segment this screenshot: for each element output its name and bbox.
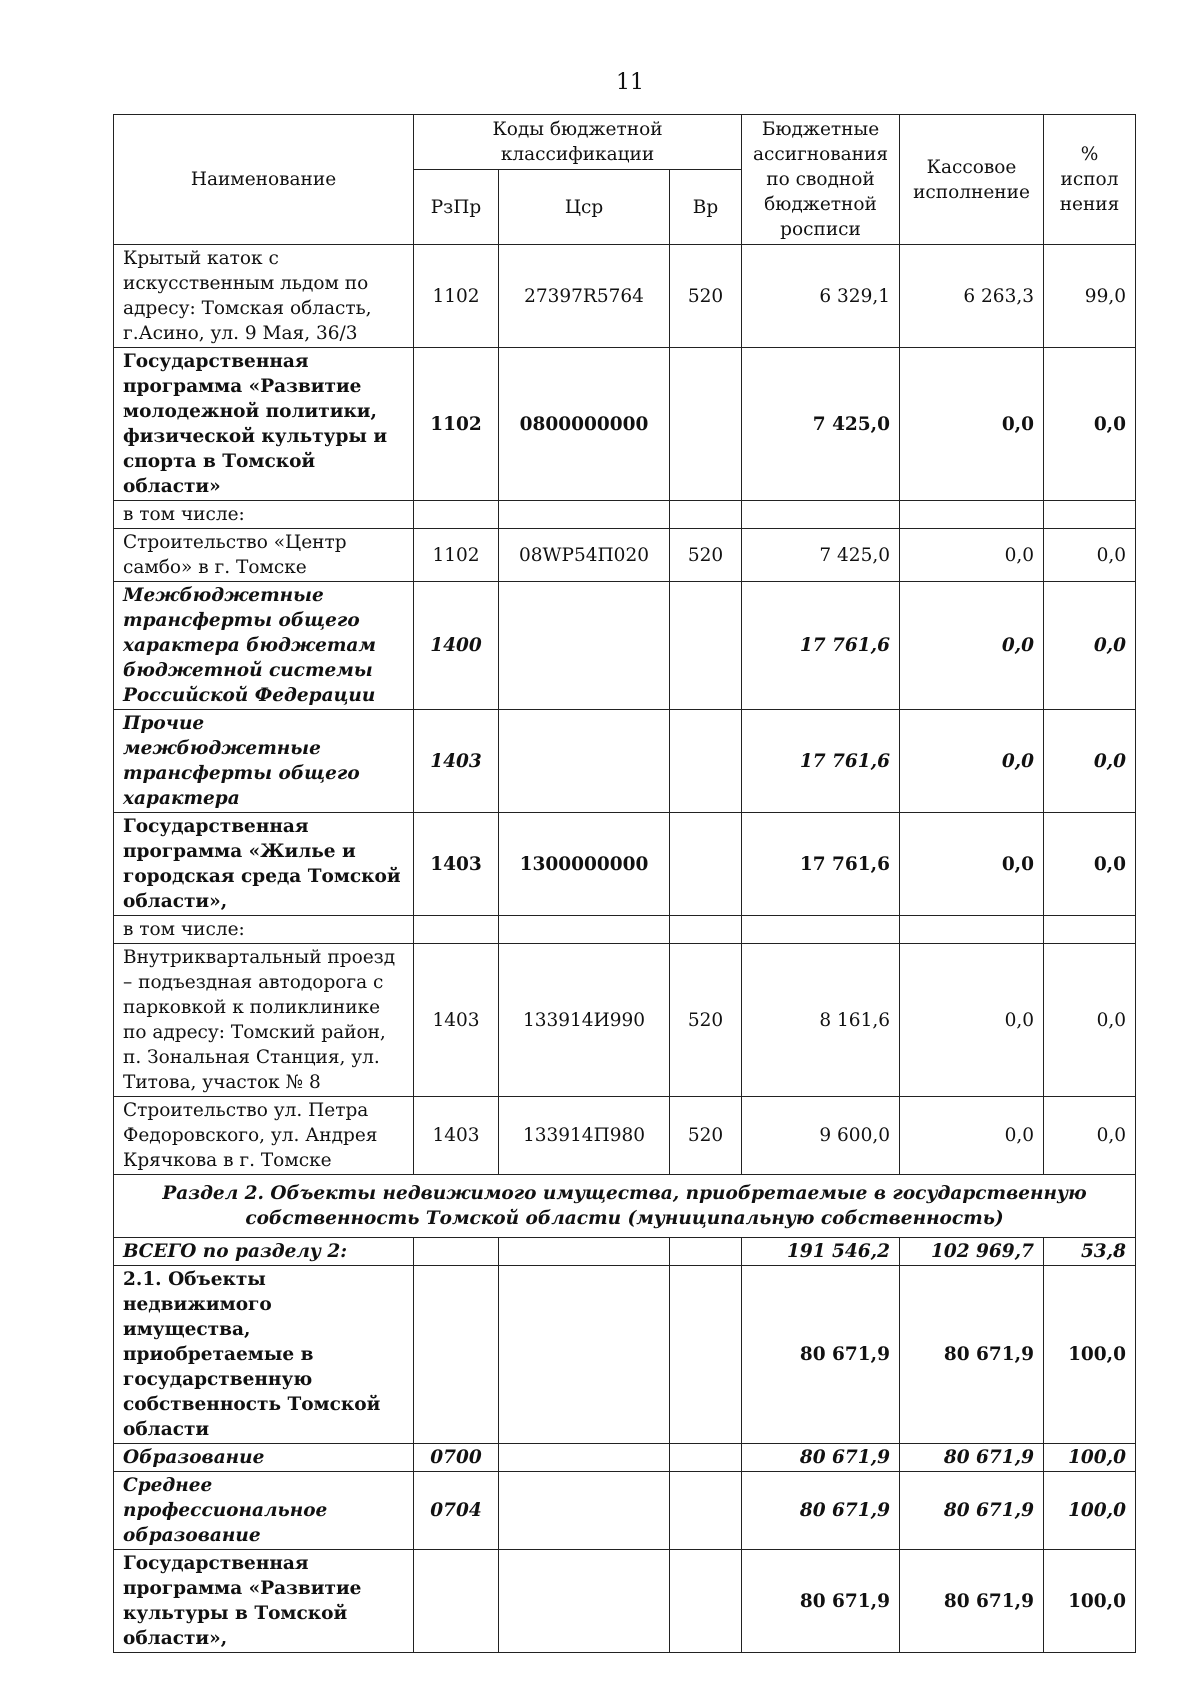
- row-pct: 100,0: [1044, 1550, 1136, 1653]
- row-pct: [1044, 501, 1136, 529]
- row-name: Строительство ул. Петра Федоровского, ул. Андрея Крячкова в г. Томске: [114, 1097, 414, 1175]
- row-rzpr: 1403: [414, 1097, 499, 1175]
- row-csr: [499, 501, 670, 529]
- row-exec: 80 671,9: [900, 1472, 1044, 1550]
- row-alloc: 80 671,9: [742, 1266, 900, 1444]
- row-csr: [499, 1472, 670, 1550]
- row-name: Строительство «Центр самбо» в г. Томске: [114, 529, 414, 582]
- row-rzpr: 1102: [414, 529, 499, 582]
- row-vr: [670, 582, 742, 710]
- table-row: [114, 245, 1136, 348]
- row-csr: 133914И990: [499, 944, 670, 1097]
- row-vr: 520: [670, 245, 742, 348]
- row-name: Среднее профессиональное образование: [114, 1472, 414, 1550]
- row-pct: 0,0: [1044, 582, 1136, 710]
- table-row: [114, 582, 1136, 710]
- header-percent: % испол нения: [1044, 115, 1136, 245]
- row-exec: 0,0: [900, 582, 1044, 710]
- row-vr: 520: [670, 1097, 742, 1175]
- row-vr: [670, 1266, 742, 1444]
- row-rzpr: 1403: [414, 944, 499, 1097]
- row-alloc: 17 761,6: [742, 710, 900, 813]
- row-name: Государственная программа «Жилье и городская среда Томской области»,: [114, 813, 414, 916]
- row-csr: [499, 582, 670, 710]
- row-pct: 53,8: [1044, 1238, 1136, 1266]
- header-row-1: [114, 115, 1136, 170]
- row-vr: 520: [670, 529, 742, 582]
- row-exec: 0,0: [900, 813, 1044, 916]
- row-csr: 133914П980: [499, 1097, 670, 1175]
- row-pct: 100,0: [1044, 1266, 1136, 1444]
- row-vr: [670, 348, 742, 501]
- row-vr: [670, 916, 742, 944]
- row-exec: 6 263,3: [900, 245, 1044, 348]
- row-rzpr: 1403: [414, 813, 499, 916]
- row-rzpr: 1102: [414, 245, 499, 348]
- table-row: [114, 348, 1136, 501]
- row-exec: 80 671,9: [900, 1266, 1044, 1444]
- row-exec: [900, 501, 1044, 529]
- row-rzpr: 0700: [414, 1444, 499, 1472]
- row-vr: [670, 1472, 742, 1550]
- section-heading-row: [114, 1175, 1136, 1238]
- row-name: 2.1. Объекты недвижимого имущества, приобретаемые в государственную собственность Томской области: [114, 1266, 414, 1444]
- row-rzpr: [414, 1266, 499, 1444]
- table-row: [114, 813, 1136, 916]
- row-pct: 99,0: [1044, 245, 1136, 348]
- header-allocations: Бюджетные ассигнования по сводной бюджетной росписи: [742, 115, 900, 245]
- table-row: [114, 1444, 1136, 1472]
- row-csr: [499, 710, 670, 813]
- row-alloc: 7 425,0: [742, 529, 900, 582]
- row-rzpr: [414, 1238, 499, 1266]
- row-exec: 80 671,9: [900, 1550, 1044, 1653]
- header-codes: Коды бюджетной классификации: [414, 115, 742, 170]
- row-name: Внутриквартальный проезд – подъездная автодорога с парковкой к поликлинике по адресу: Томский район, п. Зональная Станция, ул. Титова, участок № 8: [114, 944, 414, 1097]
- row-rzpr: [414, 916, 499, 944]
- table-row: [114, 944, 1136, 1097]
- row-vr: [670, 1238, 742, 1266]
- row-vr: [670, 1444, 742, 1472]
- table-row: [114, 1266, 1136, 1444]
- row-alloc: [742, 916, 900, 944]
- row-name: Образование: [114, 1444, 414, 1472]
- row-pct: [1044, 916, 1136, 944]
- row-name: в том числе:: [114, 501, 414, 529]
- header-csr: Цср: [499, 170, 670, 245]
- row-csr: 0800000000: [499, 348, 670, 501]
- table-row: [114, 710, 1136, 813]
- row-pct: 0,0: [1044, 813, 1136, 916]
- row-alloc: [742, 501, 900, 529]
- row-alloc: 80 671,9: [742, 1472, 900, 1550]
- row-name: Государственная программа «Развитие культуры в Томской области»,: [114, 1550, 414, 1653]
- row-csr: [499, 1238, 670, 1266]
- row-name: ВСЕГО по разделу 2:: [114, 1238, 414, 1266]
- row-exec: 80 671,9: [900, 1444, 1044, 1472]
- row-alloc: 7 425,0: [742, 348, 900, 501]
- row-exec: [900, 916, 1044, 944]
- row-vr: [670, 1550, 742, 1653]
- row-rzpr: 1403: [414, 710, 499, 813]
- row-name: Межбюджетные трансферты общего характера бюджетам бюджетной системы Российской Федерации: [114, 582, 414, 710]
- row-csr: 08WP54П020: [499, 529, 670, 582]
- row-pct: 100,0: [1044, 1472, 1136, 1550]
- section-2-heading: Раздел 2. Объекты недвижимого имущества, приобретаемые в государственную собственность Томской области (муниципальную собственность): [114, 1175, 1136, 1238]
- row-rzpr: [414, 1550, 499, 1653]
- row-alloc: 9 600,0: [742, 1097, 900, 1175]
- row-csr: [499, 1444, 670, 1472]
- row-alloc: 191 546,2: [742, 1238, 900, 1266]
- row-vr: [670, 813, 742, 916]
- row-name: Крытый каток с искусственным льдом по адресу: Томская область, г.Асино, ул. 9 Мая, 36/3: [114, 245, 414, 348]
- header-vr: Вр: [670, 170, 742, 245]
- row-alloc: 8 161,6: [742, 944, 900, 1097]
- row-name: Государственная программа «Развитие молодежной политики, физической культуры и спорта в Томской области»: [114, 348, 414, 501]
- row-rzpr: 0704: [414, 1472, 499, 1550]
- row-name: Прочие межбюджетные трансферты общего характера: [114, 710, 414, 813]
- row-pct: 0,0: [1044, 944, 1136, 1097]
- table-row: [114, 1472, 1136, 1550]
- row-exec: 0,0: [900, 348, 1044, 501]
- table-row: [114, 1550, 1136, 1653]
- row-exec: 0,0: [900, 944, 1044, 1097]
- row-exec: 0,0: [900, 1097, 1044, 1175]
- row-csr: 27397R5764: [499, 245, 670, 348]
- header-execution: Кассовое исполнение: [900, 115, 1044, 245]
- row-csr: [499, 1550, 670, 1653]
- row-pct: 0,0: [1044, 348, 1136, 501]
- row-pct: 0,0: [1044, 710, 1136, 813]
- row-alloc: 80 671,9: [742, 1444, 900, 1472]
- row-alloc: 80 671,9: [742, 1550, 900, 1653]
- page-number: 11: [616, 70, 644, 95]
- row-name: в том числе:: [114, 916, 414, 944]
- row-csr: [499, 916, 670, 944]
- header-name: Наименование: [114, 115, 414, 245]
- table-row: [114, 916, 1136, 944]
- row-csr: 1300000000: [499, 813, 670, 916]
- row-rzpr: 1400: [414, 582, 499, 710]
- table-row: [114, 1097, 1136, 1175]
- row-exec: 0,0: [900, 710, 1044, 813]
- row-rzpr: 1102: [414, 348, 499, 501]
- row-rzpr: [414, 501, 499, 529]
- row-csr: [499, 1266, 670, 1444]
- table-row: [114, 1238, 1136, 1266]
- row-pct: 100,0: [1044, 1444, 1136, 1472]
- row-vr: 520: [670, 944, 742, 1097]
- row-alloc: 17 761,6: [742, 813, 900, 916]
- header-rzpr: РзПр: [414, 170, 499, 245]
- row-pct: 0,0: [1044, 1097, 1136, 1175]
- row-pct: 0,0: [1044, 529, 1136, 582]
- row-exec: 102 969,7: [900, 1238, 1044, 1266]
- row-exec: 0,0: [900, 529, 1044, 582]
- row-alloc: 6 329,1: [742, 245, 900, 348]
- budget-table: [113, 114, 1136, 1653]
- table-row: [114, 501, 1136, 529]
- row-vr: [670, 501, 742, 529]
- row-vr: [670, 710, 742, 813]
- row-alloc: 17 761,6: [742, 582, 900, 710]
- table-row: [114, 529, 1136, 582]
